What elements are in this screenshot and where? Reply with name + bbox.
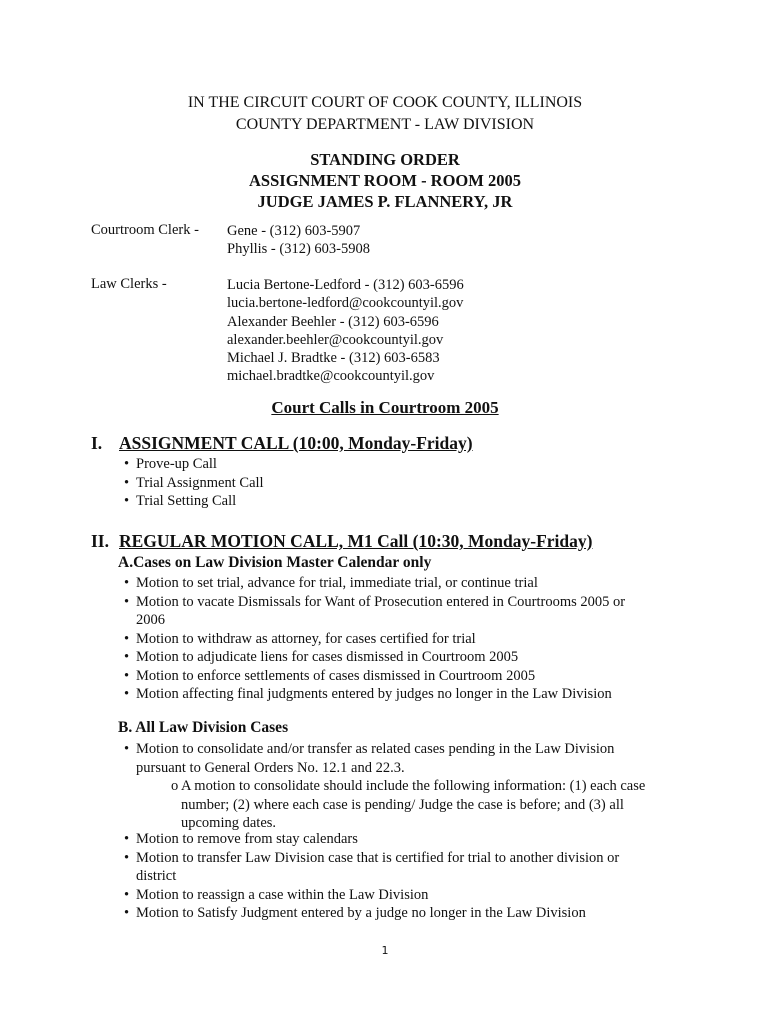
law-clerks-label: Law Clerks - xyxy=(91,276,167,292)
subsection-a-list xyxy=(124,574,625,704)
court-name-line: IN THE CIRCUIT COURT OF COOK COUNTY, ILLINOIS xyxy=(187,94,583,111)
list-item: • Motion to Satisfy Judgment entered by a judge no longer in the Law Division xyxy=(124,905,586,921)
list-item: • Motion to reassign a case within the Law Division xyxy=(124,886,429,903)
bullet-icon: • xyxy=(124,831,130,847)
section-heading-assignment-call xyxy=(91,433,473,454)
assignment-call-list xyxy=(124,455,264,511)
list-item-continuation: district xyxy=(136,868,177,884)
circle-bullet-icon: o xyxy=(171,778,179,794)
subsection-b-list-part1 xyxy=(124,740,614,777)
law-clerk-entry: Michael J. Bradtke - (312) 603-6583 xyxy=(227,350,440,367)
section-number: I. xyxy=(91,433,103,453)
list-item: • Prove-up Call xyxy=(124,456,217,472)
court-calls-title: Court Calls in Courtroom 2005 xyxy=(271,398,499,417)
courtroom-clerk-label: Courtroom Clerk - xyxy=(91,222,199,238)
list-item: • Motion to withdraw as attorney, for cases certified for trial xyxy=(124,630,476,647)
list-item-continuation: 2006 xyxy=(136,612,165,628)
bullet-icon: • xyxy=(124,667,130,684)
clerk-entry: Gene - (312) 603-5907 xyxy=(227,223,361,239)
subsection-b-list-part2 xyxy=(124,830,619,923)
law-clerk-email: michael.bradtke@cookcountyil.gov xyxy=(227,368,435,385)
subsection-b-heading: B. All Law Division Cases xyxy=(118,719,289,736)
list-item: • Motion to transfer Law Division case that is certified for trial to another division or xyxy=(124,849,620,866)
list-item: • Motion to vacate Dismissals for Want of Prosecution entered in Courtrooms 2005 or xyxy=(124,593,626,610)
list-item: • Motion to consolidate and/or transfer as related cases pending in the Law Division xyxy=(124,741,615,757)
room-title: ASSIGNMENT ROOM - ROOM 2005 xyxy=(249,171,521,190)
section-number: II. xyxy=(91,531,109,551)
section-heading-regular-motion-call xyxy=(91,531,592,552)
section-title: ASSIGNMENT CALL (10:00, Monday-Friday) xyxy=(119,433,473,453)
subsection-a-heading: A.Cases on Law Division Master Calendar only xyxy=(118,554,432,571)
clerk-list xyxy=(227,222,370,259)
law-clerk-email: alexander.beehler@cookcountyil.gov xyxy=(227,331,444,348)
list-item: • Motion to set trial, advance for trial, immediate trial, or continue trial xyxy=(124,575,538,591)
clerk-entry: Phyllis - (312) 603-5908 xyxy=(227,241,370,258)
list-item: • Motion to remove from stay calendars xyxy=(124,831,358,847)
sub-list-item: o A motion to consolidate should include the following information: (1) each case number; (2) where each case is pending/ Judge the case is before; and (3) all upcoming dates. xyxy=(171,778,646,831)
list-item: • Motion to enforce settlements of cases dismissed in Courtroom 2005 xyxy=(124,667,536,684)
list-item: • Trial Setting Call xyxy=(124,493,237,509)
page-number: 1 xyxy=(381,944,389,957)
judge-name: JUDGE JAMES P. FLANNERY, JR xyxy=(257,192,513,211)
list-item: • Trial Assignment Call xyxy=(124,474,264,491)
bullet-icon: • xyxy=(124,593,130,610)
court-division-line: COUNTY DEPARTMENT - LAW DIVISION xyxy=(235,116,535,133)
bullet-icon: • xyxy=(124,630,130,647)
law-clerk-list xyxy=(227,276,464,386)
law-clerk-entry: Lucia Bertone-Ledford - (312) 603-6596 xyxy=(227,277,464,293)
bullet-icon: • xyxy=(124,849,130,866)
bullet-icon: • xyxy=(124,456,130,472)
bullet-icon: • xyxy=(124,741,130,757)
bullet-icon: • xyxy=(124,886,130,903)
bullet-icon: • xyxy=(124,493,130,509)
order-title: STANDING ORDER xyxy=(310,150,460,169)
bullet-icon: • xyxy=(124,686,130,702)
bullet-icon: • xyxy=(124,575,130,591)
law-clerk-entry: Alexander Beehler - (312) 603-6596 xyxy=(227,313,439,330)
section-title: REGULAR MOTION CALL, M1 Call (10:30, Monday-Friday) xyxy=(119,531,593,551)
list-item: • Motion to adjudicate liens for cases dismissed in Courtroom 2005 xyxy=(124,649,519,665)
bullet-icon: • xyxy=(124,649,130,665)
bullet-icon: • xyxy=(124,905,130,921)
law-clerk-email: lucia.bertone-ledford@cookcountyil.gov xyxy=(227,295,464,312)
list-item: • Motion affecting final judgments entered by judges no longer in the Law Division xyxy=(124,686,612,702)
list-item-continuation: pursuant to General Orders No. 12.1 and 22.3. xyxy=(136,759,405,776)
bullet-icon: • xyxy=(124,474,130,491)
